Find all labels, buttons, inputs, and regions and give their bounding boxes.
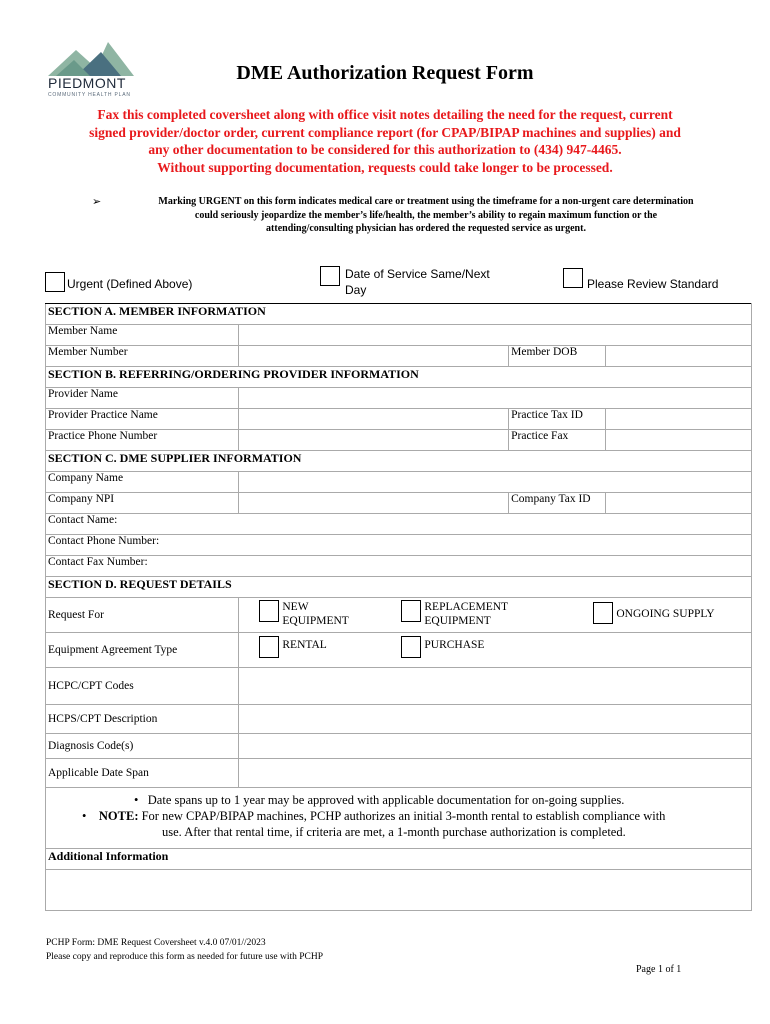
- practice-fax-field[interactable]: [606, 430, 752, 451]
- page-number: Page 1 of 1: [636, 964, 682, 975]
- hcpc-codes-field[interactable]: [239, 668, 752, 705]
- company-tax-id-field[interactable]: [606, 493, 752, 514]
- date-span-field[interactable]: [239, 759, 752, 788]
- ongoing-supply-checkbox[interactable]: [593, 602, 613, 624]
- member-dob-field[interactable]: [606, 346, 752, 367]
- replacement-equipment-label-line: REPLACEMENT: [424, 601, 509, 613]
- new-equipment-label-line: NEW: [282, 601, 309, 613]
- practice-phone-field[interactable]: [239, 430, 509, 451]
- practice-name-label: Provider Practice Name: [46, 409, 239, 430]
- request-for-label: Request For: [46, 598, 239, 633]
- contact-phone-row[interactable]: Contact Phone Number:: [46, 535, 752, 556]
- request-notes: [46, 788, 752, 849]
- hcps-description-label: HCPS/CPT Description: [46, 705, 239, 734]
- member-number-label: Member Number: [46, 346, 239, 367]
- company-name-field[interactable]: [239, 472, 752, 493]
- same-day-label: [345, 266, 490, 298]
- contact-name-row[interactable]: Contact Name:: [46, 514, 752, 535]
- urgent-definition: [116, 195, 736, 236]
- same-day-checkbox[interactable]: [320, 266, 340, 286]
- tax-id-field[interactable]: [606, 409, 752, 430]
- note-item: • NOTE: For new CPAP/BIPAP machines, PCHP authorizes an initial 3-month rental to establish compliance with: [82, 809, 666, 823]
- hcps-description-field[interactable]: [239, 705, 752, 734]
- rental-label: RENTAL: [282, 639, 327, 651]
- urgent-line: Marking URGENT on this form indicates medical care or treatment using the timeframe for a non-urgent care determination: [158, 196, 694, 207]
- note-item: • Date spans up to 1 year may be approved with applicable documentation for on-going supplies.: [134, 793, 625, 807]
- instruction-line: signed provider/doctor order, current compliance report (for CPAP/BIPAP machines and supplies) and: [89, 124, 681, 140]
- hcpc-codes-label: HCPC/CPT Codes: [46, 668, 239, 705]
- replacement-equipment-label: [424, 600, 508, 628]
- section-d-header: SECTION D. REQUEST DETAILS: [46, 577, 752, 598]
- replacement-equipment-checkbox[interactable]: [401, 600, 421, 622]
- practice-phone-label: Practice Phone Number: [46, 430, 239, 451]
- company-tax-id-label: Company Tax ID: [509, 493, 606, 514]
- member-name-field[interactable]: [239, 325, 752, 346]
- fax-instructions: [30, 106, 740, 176]
- additional-info-field[interactable]: [46, 870, 752, 911]
- same-day-label-line: Day: [345, 283, 367, 297]
- replacement-equipment-label-line: EQUIPMENT: [424, 615, 491, 627]
- form-footer: [46, 936, 323, 964]
- note-text: For new CPAP/BIPAP machines, PCHP authorizes an initial 3-month rental to establish compliance with: [141, 809, 666, 823]
- rental-checkbox[interactable]: [259, 636, 279, 658]
- additional-info-header: Additional Information: [46, 849, 752, 870]
- company-name-label: Company Name: [46, 472, 239, 493]
- footer-version: PCHP Form: DME Request Coversheet v.4.0 07/01//2023: [46, 938, 266, 948]
- standard-checkbox[interactable]: [563, 268, 583, 288]
- standard-label: Please Review Standard: [587, 277, 719, 291]
- request-for-options: [239, 598, 752, 633]
- logo-name: PIEDMONT: [48, 75, 126, 91]
- diagnosis-codes-label: Diagnosis Code(s): [46, 734, 239, 759]
- practice-name-field[interactable]: [239, 409, 509, 430]
- section-a-header: SECTION A. MEMBER INFORMATION: [46, 304, 752, 325]
- urgent-line: could seriously jeopardize the member’s life/health, the member’s ability to regain maximum function or the: [194, 209, 658, 221]
- practice-fax-label: Practice Fax: [509, 430, 606, 451]
- purchase-label: PURCHASE: [424, 639, 485, 651]
- tax-id-label: Practice Tax ID: [509, 409, 606, 430]
- company-npi-label: Company NPI: [46, 493, 239, 514]
- date-span-label: Applicable Date Span: [46, 759, 239, 788]
- note-text: Date spans up to 1 year may be approved with applicable documentation for on-going supplies.: [147, 793, 625, 807]
- section-c-header: SECTION C. DME SUPPLIER INFORMATION: [46, 451, 752, 472]
- member-name-label: Member Name: [46, 325, 239, 346]
- new-equipment-label: [282, 600, 348, 628]
- diagnosis-codes-field[interactable]: [239, 734, 752, 759]
- footer-copy-note: Please copy and reproduce this form as needed for future use with PCHP: [46, 952, 324, 962]
- arrow-bullet-icon: ➢: [92, 195, 102, 208]
- instruction-line: Without supporting documentation, requests could take longer to be processed.: [157, 159, 613, 175]
- provider-name-field[interactable]: [239, 388, 752, 409]
- provider-name-label: Provider Name: [46, 388, 239, 409]
- contact-fax-row[interactable]: Contact Fax Number:: [46, 556, 752, 577]
- agreement-type-label: Equipment Agreement Type: [46, 633, 239, 668]
- instruction-line: any other documentation to be considered for this authorization to (434) 947-4465.: [148, 142, 622, 157]
- urgent-line: attending/consulting physician has ordered the requested service as urgent.: [266, 223, 586, 234]
- note-text: use. After that rental time, if criteria are met, a 1-month purchase authorization is completed.: [162, 825, 626, 839]
- logo-tagline: COMMUNITY HEALTH PLAN: [48, 92, 131, 98]
- form-title: DME Authorization Request Form: [236, 62, 534, 84]
- purchase-checkbox[interactable]: [401, 636, 421, 658]
- section-b-header: SECTION B. REFERRING/ORDERING PROVIDER INFORMATION: [46, 367, 752, 388]
- instruction-line: Fax this completed coversheet along with office visit notes detailing the need for the request, current: [97, 107, 673, 122]
- same-day-label-line: Date of Service Same/Next: [345, 267, 490, 281]
- member-number-field[interactable]: [239, 346, 509, 367]
- note-label: NOTE:: [98, 809, 139, 823]
- member-dob-label: Member DOB: [509, 346, 606, 367]
- new-equipment-checkbox[interactable]: [259, 600, 279, 622]
- new-equipment-label-line: EQUIPMENT: [282, 615, 349, 627]
- agreement-type-options: [239, 633, 752, 668]
- authorization-form-table: [45, 303, 752, 911]
- company-npi-field[interactable]: [239, 493, 509, 514]
- ongoing-supply-label: ONGOING SUPPLY: [616, 608, 715, 620]
- urgent-label: Urgent (Defined Above): [67, 277, 193, 291]
- urgent-checkbox[interactable]: [45, 272, 65, 292]
